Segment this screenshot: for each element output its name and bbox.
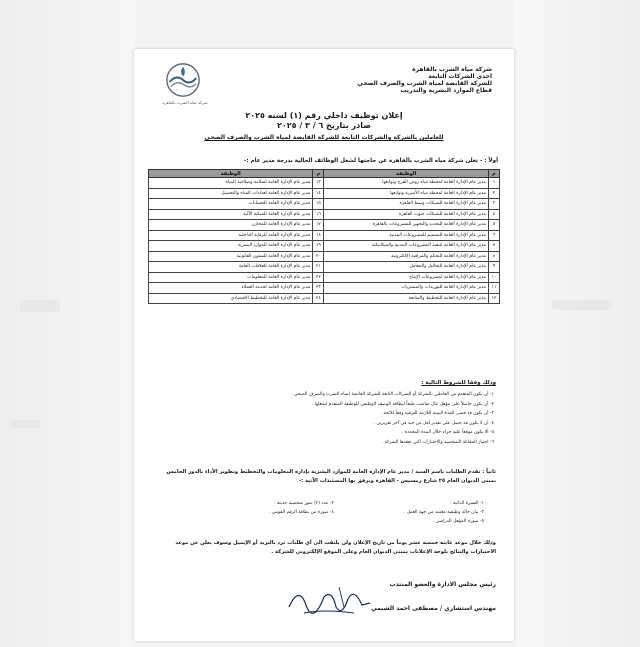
job-title: مدير عام الإدارة العامة لسلامة وصلاحية المياه xyxy=(149,178,313,189)
background-shape xyxy=(552,300,612,310)
header-number: م xyxy=(489,170,500,178)
header-line: للشركة القابضة لمياه الشرب والصرف الصحي xyxy=(357,80,492,87)
document-page xyxy=(134,49,514,641)
title-line-2: صادر بتاريخ ٦ / ٣ / ٢٠٢٥ xyxy=(277,121,371,130)
condition-item: ٤- أن لا يكون قد حصل على تقدير أقل من جيد في آخر تقريرين . xyxy=(373,420,494,426)
document-item: ٥- صورة المؤهل الدراسي . xyxy=(432,519,484,524)
job-title: مدير عام الإدارة العامة لمحطة مياه روض الفرج وتوابعها xyxy=(324,178,489,189)
documents-row xyxy=(164,499,484,508)
background-left xyxy=(0,0,135,647)
job-title: مدير عام الإدارة العامة للتخطيط الاقتصادي xyxy=(149,293,313,304)
table-row xyxy=(149,293,500,304)
condition-item: ٢- أن يكون حاصلاً على مؤهل عال مناسب طبقاً لبطاقة الوصف الوظيفي للوظيفة المتقدم لشغلها . xyxy=(311,401,494,407)
table-row xyxy=(149,188,500,199)
logo-caption: شركة مياه الشرب بالقاهرة xyxy=(162,100,208,105)
job-title: مدير عام الإدارة العامة للمخازن xyxy=(149,220,313,231)
table-header-row xyxy=(149,170,500,178)
row-number: ٦ xyxy=(489,230,500,241)
job-title: مدير عام الإدارة العامة للتوريدات والمشتريات xyxy=(324,283,489,294)
documents-row xyxy=(164,508,484,517)
header-line: شركة مياه الشرب بالقاهرة xyxy=(412,66,492,73)
row-number: ٤ xyxy=(489,209,500,220)
document-item: ٣- بيان حالة وظيفية معتمد من جهة العمل . xyxy=(403,510,484,515)
row-number: ١٦ xyxy=(313,209,324,220)
job-title: مدير عام الإدارة العامة لمحطة مياه الأميرية وتوابعها xyxy=(324,188,489,199)
title-line-1: إعلان توظيف داخلي رقم (١) لسنه ٢٠٢٥ xyxy=(245,111,403,120)
row-number: ١٠ xyxy=(489,272,500,283)
background-shape xyxy=(10,420,40,428)
header-number: م xyxy=(313,170,324,178)
row-number: ٥ xyxy=(489,220,500,231)
row-number: ١٢ xyxy=(489,293,500,304)
row-number: ١ xyxy=(489,178,500,189)
condition-item: ٦- اجتياز المقابلة الشخصية والاختبارات التي تعقدها الشركة . xyxy=(381,439,494,445)
job-title: مدير عام الإدارة العامة للعلاقات العامة xyxy=(149,262,313,273)
job-title: مدير عام الإدارة العامة للرقابة الداخلية xyxy=(149,230,313,241)
background-shape xyxy=(20,300,60,312)
row-number: ١٩ xyxy=(313,241,324,252)
title-line-3: للعاملين بالشركة والشركات التابعة للشركة القابضة لمياه الشرب والصرف الصحي xyxy=(204,134,444,141)
row-number: ٢١ xyxy=(313,262,324,273)
application-instructions: ثانياً : تقدم الطلبات باسم السيد / مدير عام الإدارة العامة للموارد البشرية بإدارة المعلومات والتخطيط وتطوير الأداء بالدور الخامس بمبنى الديوان العام ٢٥ شارع رمسيس - القاهرة ويرفق بها المستندات الآتية :- xyxy=(166,469,496,484)
job-title: مدير عام الإدارة العامة للشبكات وسط القاهرة xyxy=(324,199,489,210)
conditions-title: وذلك وفقا للشروط التالية : xyxy=(421,380,496,386)
job-title: مدير عام الإدارة العامة للتخطيط والمتابعة xyxy=(324,293,489,304)
condition-item: ٣- أن يكون قد قضى المدة البينية اللازمة للترقية وفقاً للائحة . xyxy=(380,411,494,417)
row-number: ١٥ xyxy=(313,199,324,210)
job-title: مدير عام الإدارة العامة للتحاليل والمعامل xyxy=(324,262,489,273)
header-line: قطاع الموارد البشرية والتدريب xyxy=(400,87,492,94)
row-number: ١١ xyxy=(489,283,500,294)
table-row xyxy=(149,241,500,252)
document-item: ٢- عدد (٢) صور شخصية حديثة . xyxy=(274,501,334,506)
row-number: ١٧ xyxy=(313,220,324,231)
row-number: ٧ xyxy=(489,241,500,252)
table-row xyxy=(149,178,500,189)
job-title: مدير عام الإدارة العامة للتصميم للمشروعات المدنية xyxy=(324,230,489,241)
table-row xyxy=(149,199,500,210)
row-number: ٨ xyxy=(489,251,500,262)
header-job: الوظيفة xyxy=(324,170,489,178)
job-title: مدير عام الإدارة العامة للشبكات جنوب القاهرة xyxy=(324,209,489,220)
document-item: ١- السيرة الذاتية . xyxy=(450,501,484,506)
row-number: ١٣ xyxy=(313,178,324,189)
header-job: الوظيفة xyxy=(149,170,313,178)
background-right xyxy=(515,0,640,647)
job-title: مدير عام الإدارة العامة للشئون القانونية xyxy=(149,251,313,262)
announcement-title xyxy=(134,111,514,142)
table-row xyxy=(149,209,500,220)
condition-item: ٥- ألا يكون موقعاً عليه جزاء خلال المدة المحددة . xyxy=(401,430,494,436)
job-title: مدير عام الإدارة العامة لعدادات المياه والتحصيل xyxy=(149,188,313,199)
job-title: مدير عام الإدارة العامة لمشروعات الإنتاج xyxy=(324,272,489,283)
intro-text: أولاً : - تعلن شركة مياه الشرب بالقاهرة عن حاجتها لشغل الوظائف الخالية بدرجة مدير عام :- xyxy=(244,158,498,164)
job-title: مدير عام الإدارة العامة للتجديد والتجهيز للمشروعات بالقاهرة xyxy=(324,220,489,231)
job-title: مدير عام الإدارة العامة للتحكم والمراقبة الإلكترونية xyxy=(324,251,489,262)
job-title: مدير عام الإدارة العامة لخدمة العملاء xyxy=(149,283,313,294)
job-title: مدير عام الإدارة العامة لتنفيذ المشروعات المدنية والميكانيكية xyxy=(324,241,489,252)
table-row xyxy=(149,262,500,273)
closing-text: وذلك خلال موعد غايته خمسة عشر يوماً من تاريخ الإعلان ولن يلتفت الى أي طلبات ترد بالبريد أو الإيميل وسوف يعلن عن موعد الاختبارات والنتائج بلوحة الإعلانات بمبنى الديوان العام وعلى الموقع الإلكتروني للشركة . xyxy=(175,540,496,555)
table-row xyxy=(149,230,500,241)
condition-item: ١- أن يكون المتقدم من العاملين بالشركة أو الشركات التابعة للشركة القابضة لمياه الشرب والصرف الصحي . xyxy=(291,392,494,397)
required-documents xyxy=(164,499,484,526)
row-number: ١٨ xyxy=(313,230,324,241)
row-number: ١٤ xyxy=(313,188,324,199)
document-item: ٤- صورة من بطاقة الرقم القومي . xyxy=(268,510,334,515)
table-row xyxy=(149,251,500,262)
company-header xyxy=(342,66,492,94)
jobs-table xyxy=(148,169,500,304)
signatory-name: مهندس استشاري / مصطفى احمد الشيمي xyxy=(371,605,496,612)
row-number: ٢٠ xyxy=(313,251,324,262)
row-number: ٢٣ xyxy=(313,283,324,294)
table-row xyxy=(149,272,500,283)
job-title: مدير عام الإدارة العامة للحسابات xyxy=(149,199,313,210)
job-title: مدير عام الإدارة العامة للمعلومات xyxy=(149,272,313,283)
job-title: مدير عام الإدارة العامة للميكنة الآلية xyxy=(149,209,313,220)
table-row xyxy=(149,220,500,231)
row-number: ٢ xyxy=(489,188,500,199)
row-number: ٣ xyxy=(489,199,500,210)
job-title: مدير عام الإدارة العامة للموارد البشرية xyxy=(149,241,313,252)
conditions-list xyxy=(164,390,494,448)
row-number: ٩ xyxy=(489,262,500,273)
table-row xyxy=(149,283,500,294)
company-logo-icon xyxy=(164,61,202,99)
documents-row xyxy=(164,517,484,526)
handwritten-signature-icon xyxy=(284,577,374,622)
signatory-title: رئيس مجلس الادارة والعضو المنتدب xyxy=(389,581,496,588)
row-number: ٢٢ xyxy=(313,272,324,283)
row-number: ٢٤ xyxy=(313,293,324,304)
header-line: احدى الشركات التابعة xyxy=(428,73,492,80)
